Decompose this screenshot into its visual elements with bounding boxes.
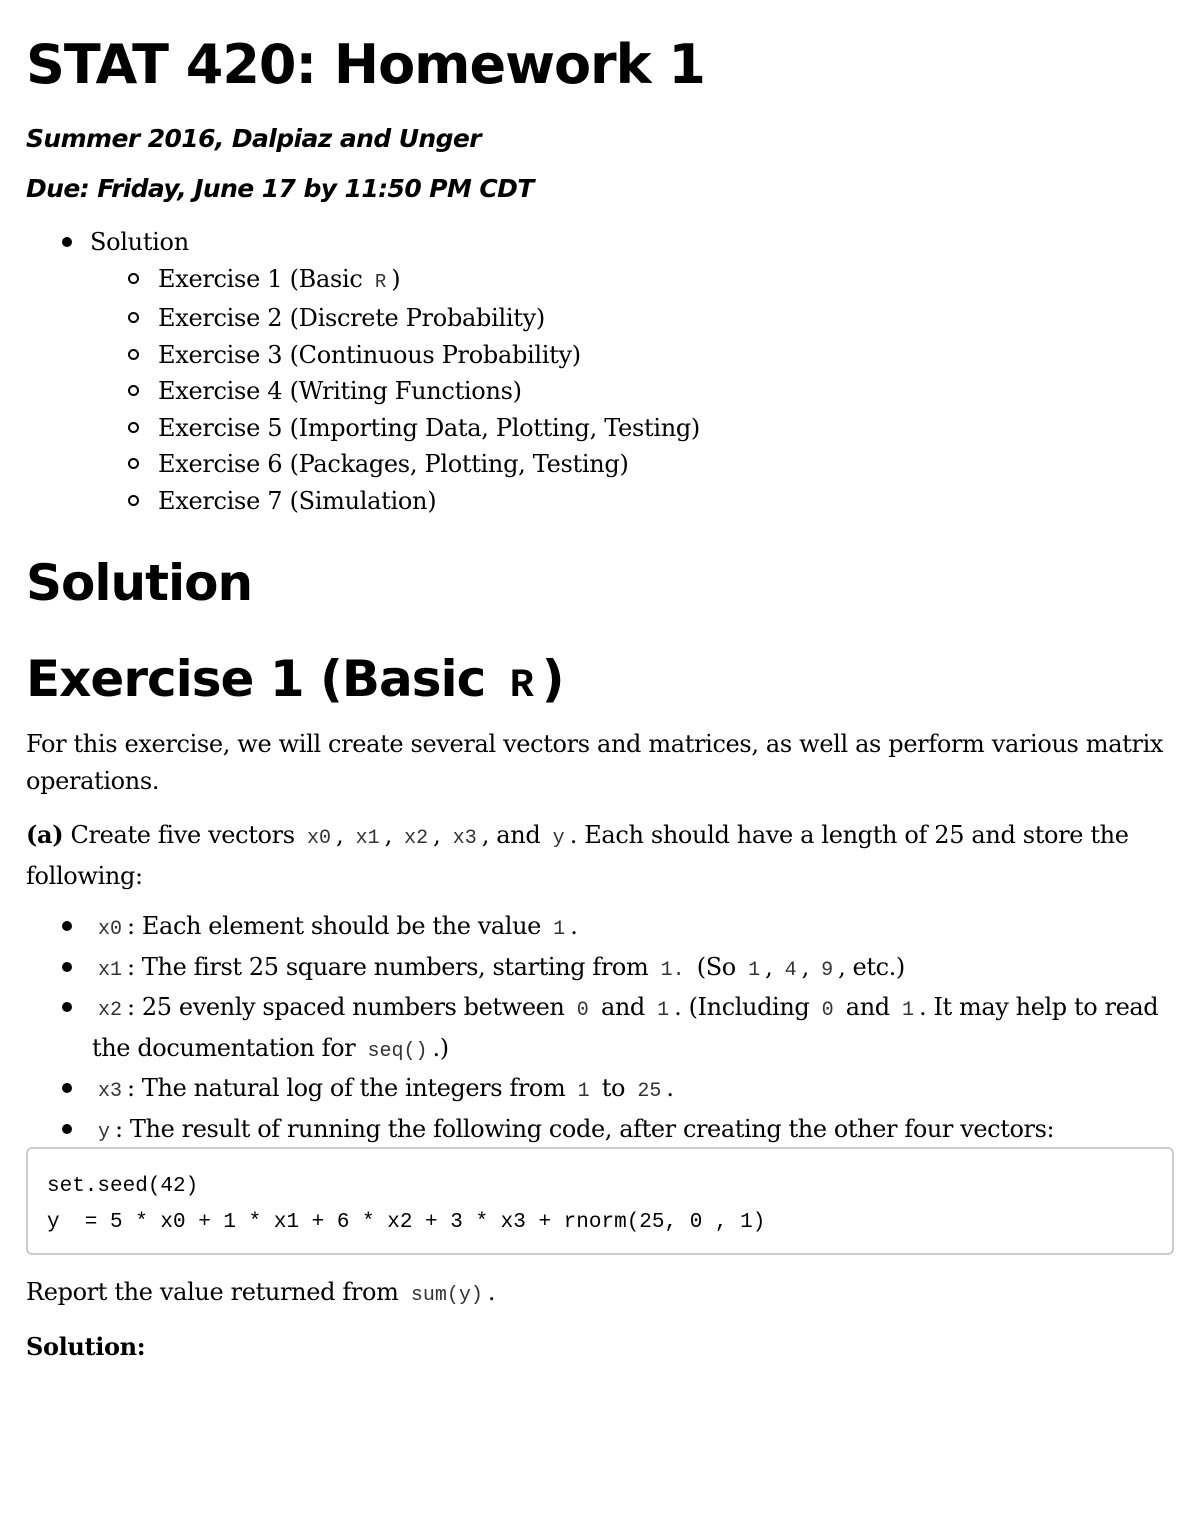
part-a-label: (a): [26, 820, 64, 849]
list-item: x3 : The natural log of the integers from 1 to 25 .: [26, 1070, 1176, 1111]
exercise-1-intro: For this exercise, we will create several vectors and matrices, as well as perform various matrix operations.: [26, 730, 1164, 795]
toc-link-exercise-6[interactable]: Exercise 6 (Packages, Plotting, Testing): [158, 450, 629, 478]
bullet-disc-icon: [62, 1002, 72, 1012]
toc-item-exercise-5[interactable]: [26, 410, 700, 447]
code-line: set.seed(42): [47, 1175, 199, 1198]
bullet-disc-icon: [62, 921, 72, 931]
toc-item-exercise-6[interactable]: [26, 446, 700, 483]
code-block[interactable]: [26, 1147, 1174, 1255]
toc-link-exercise-5[interactable]: Exercise 5 (Importing Data, Plotting, Testing): [158, 413, 700, 442]
bullet-circle-icon: [128, 385, 139, 396]
list-item: y : The result of running the following code, after creating the other four vectors:: [26, 1111, 1176, 1152]
bullet-circle-icon: [128, 495, 139, 506]
due-date-subtitle: Due: Friday, June 17 by 11:50 PM CDT: [26, 174, 534, 203]
bullet-circle-icon: [128, 458, 139, 469]
bullet-disc-icon: [62, 962, 72, 972]
table-of-contents: [26, 224, 700, 519]
toc-item-exercise-2[interactable]: [26, 300, 700, 337]
toc-link-exercise-4[interactable]: Exercise 4 (Writing Functions): [158, 377, 522, 405]
page-title: STAT 420: Homework 1: [26, 33, 705, 96]
bullet-circle-icon: [128, 312, 139, 323]
bullet-disc-icon: [62, 1124, 72, 1134]
toc-item-exercise-3[interactable]: [26, 337, 700, 374]
toc-item-exercise-7[interactable]: [26, 483, 700, 520]
part-a-prompt: (a) Create five vectors x0 , x1 , x2 , x3 , and y . Each should have a length of 25 and store the following:: [26, 820, 1129, 890]
bullet-disc-icon: [62, 1083, 72, 1093]
toc-item-exercise-1[interactable]: [26, 261, 700, 301]
solution-heading: Solution: [26, 554, 253, 612]
toc-link-solution[interactable]: Solution: [90, 228, 189, 256]
exercise-1-heading: Exercise 1 (Basic R ): [26, 650, 564, 709]
list-item: x1 : The first 25 square numbers, starting from 1. (So 1 , 4 , 9 , etc.): [26, 949, 1176, 990]
list-item: x2 : 25 evenly spaced numbers between 0 and 1 . (Including 0 and 1 . It may help to read the documentation for seq() .): [26, 989, 1176, 1070]
bullet-circle-icon: [128, 349, 139, 360]
bullet-circle-icon: [128, 422, 139, 433]
toc-item-solution[interactable]: [26, 224, 700, 261]
solution-label: Solution:: [26, 1332, 146, 1361]
toc-link-exercise-3[interactable]: Exercise 3 (Continuous Probability): [158, 340, 581, 369]
course-subtitle: Summer 2016, Dalpiaz and Unger: [26, 124, 481, 153]
bullet-circle-icon: [128, 273, 139, 284]
vector-requirements-list: [26, 908, 1176, 1151]
toc-link-exercise-7[interactable]: Exercise 7 (Simulation): [158, 486, 437, 515]
toc-link-exercise-1[interactable]: Exercise 1 (Basic R ): [158, 264, 401, 293]
toc-item-exercise-4[interactable]: [26, 373, 700, 410]
list-item: x0 : Each element should be the value 1 .: [26, 908, 1176, 949]
bullet-disc-icon: [62, 237, 72, 247]
report-instruction: Report the value returned from sum(y) .: [26, 1278, 496, 1307]
code-line: y = 5 * x0 + 1 * x1 + 6 * x2 + 3 * x3 + rnorm(25, 0 , 1): [47, 1211, 766, 1234]
toc-link-exercise-2[interactable]: Exercise 2 (Discrete Probability): [158, 304, 545, 332]
